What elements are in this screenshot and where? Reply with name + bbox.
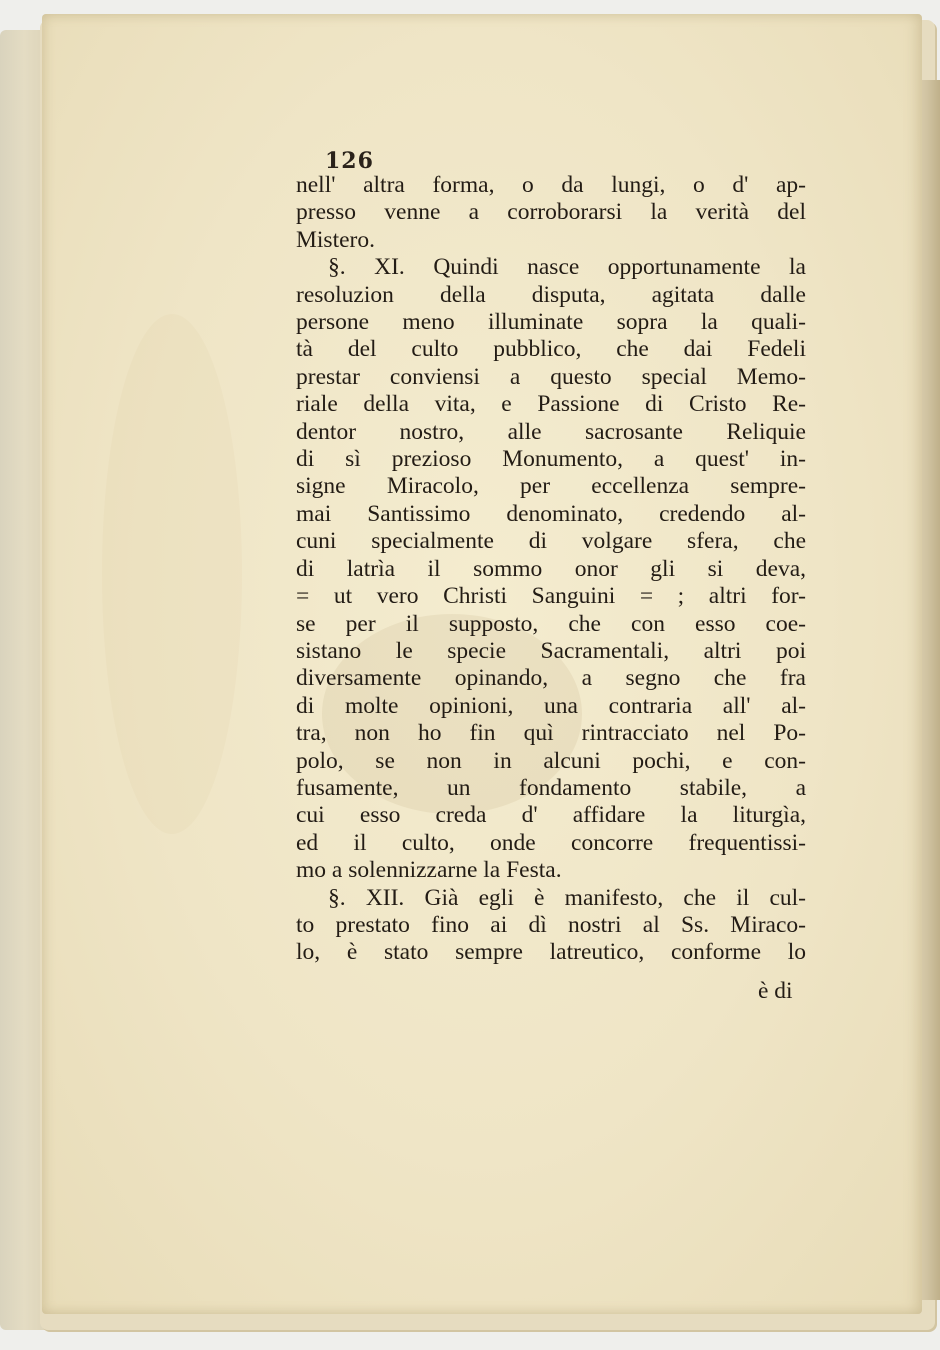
text-line: nell' altra forma, o da lungi, o d' ap- [296,172,806,198]
text-line: = ut vero Christi Sanguini = ; altri for- [296,583,806,610]
text-line: lo, è stato sempre latreutico, conforme lo [296,939,806,966]
catchword: è di [758,978,793,1004]
text-line: diversamente opinando, a segno che fra [296,665,806,692]
body-text [296,172,806,967]
text-line: sistano le specie Sacramentali, altri poi [296,637,806,664]
text-line: prestar conviensi a questo special Memo- [296,363,806,390]
text-line: Mistero. [296,226,375,253]
text-line: se per il supposto, che con esso coe- [296,610,806,637]
paper-stain [102,314,242,834]
text-line: resoluzion della disputa, agitata dalle [296,281,806,308]
text-line: cui esso creda d' affidare la liturgìa, [296,802,806,829]
text-line: signe Miracolo, per eccellenza sempre- [296,473,806,500]
text-line: dentor nostro, alle sacrosante Reliquie [296,418,806,445]
text-line: persone meno illuminate sopra la quali- [296,309,806,336]
paragraph-start-line: §. XII. Già egli è manifesto, che il cul- [328,884,806,911]
text-line: tra, non ho fin quì rintracciato nel Po- [296,720,806,747]
text-line: cuni specialmente di volgare sfera, che [296,528,806,555]
text-line: riale della vita, e Passione di Cristo Re- [296,391,806,418]
text-line: polo, se non in alcuni pochi, e con- [296,747,806,774]
page-number: 126 [325,148,374,174]
text-line: di sì prezioso Monumento, a quest' in- [296,446,806,473]
text-line: presso venne a corroborarsi la verità del [296,199,806,226]
text-line: fusamente, un fondamento stabile, a [296,774,806,801]
text-line: di latrìa il sommo onor gli si deva, [296,555,806,582]
text-line: ed il culto, onde concorre frequentissi- [296,829,806,856]
text-line: tà del culto pubblico, che dai Fedeli [296,336,806,363]
paragraph-start-line: §. XI. Quindi nasce opportunamente la [328,254,806,281]
text-line: mai Santissimo denominato, credendo al- [296,500,806,527]
text-line: mo a solennizzarne la Festa. [296,857,562,884]
text-line: di molte opinioni, una contraria all' al- [296,692,806,719]
text-line: to prestato fino ai dì nostri al Ss. Miraco- [296,911,806,938]
